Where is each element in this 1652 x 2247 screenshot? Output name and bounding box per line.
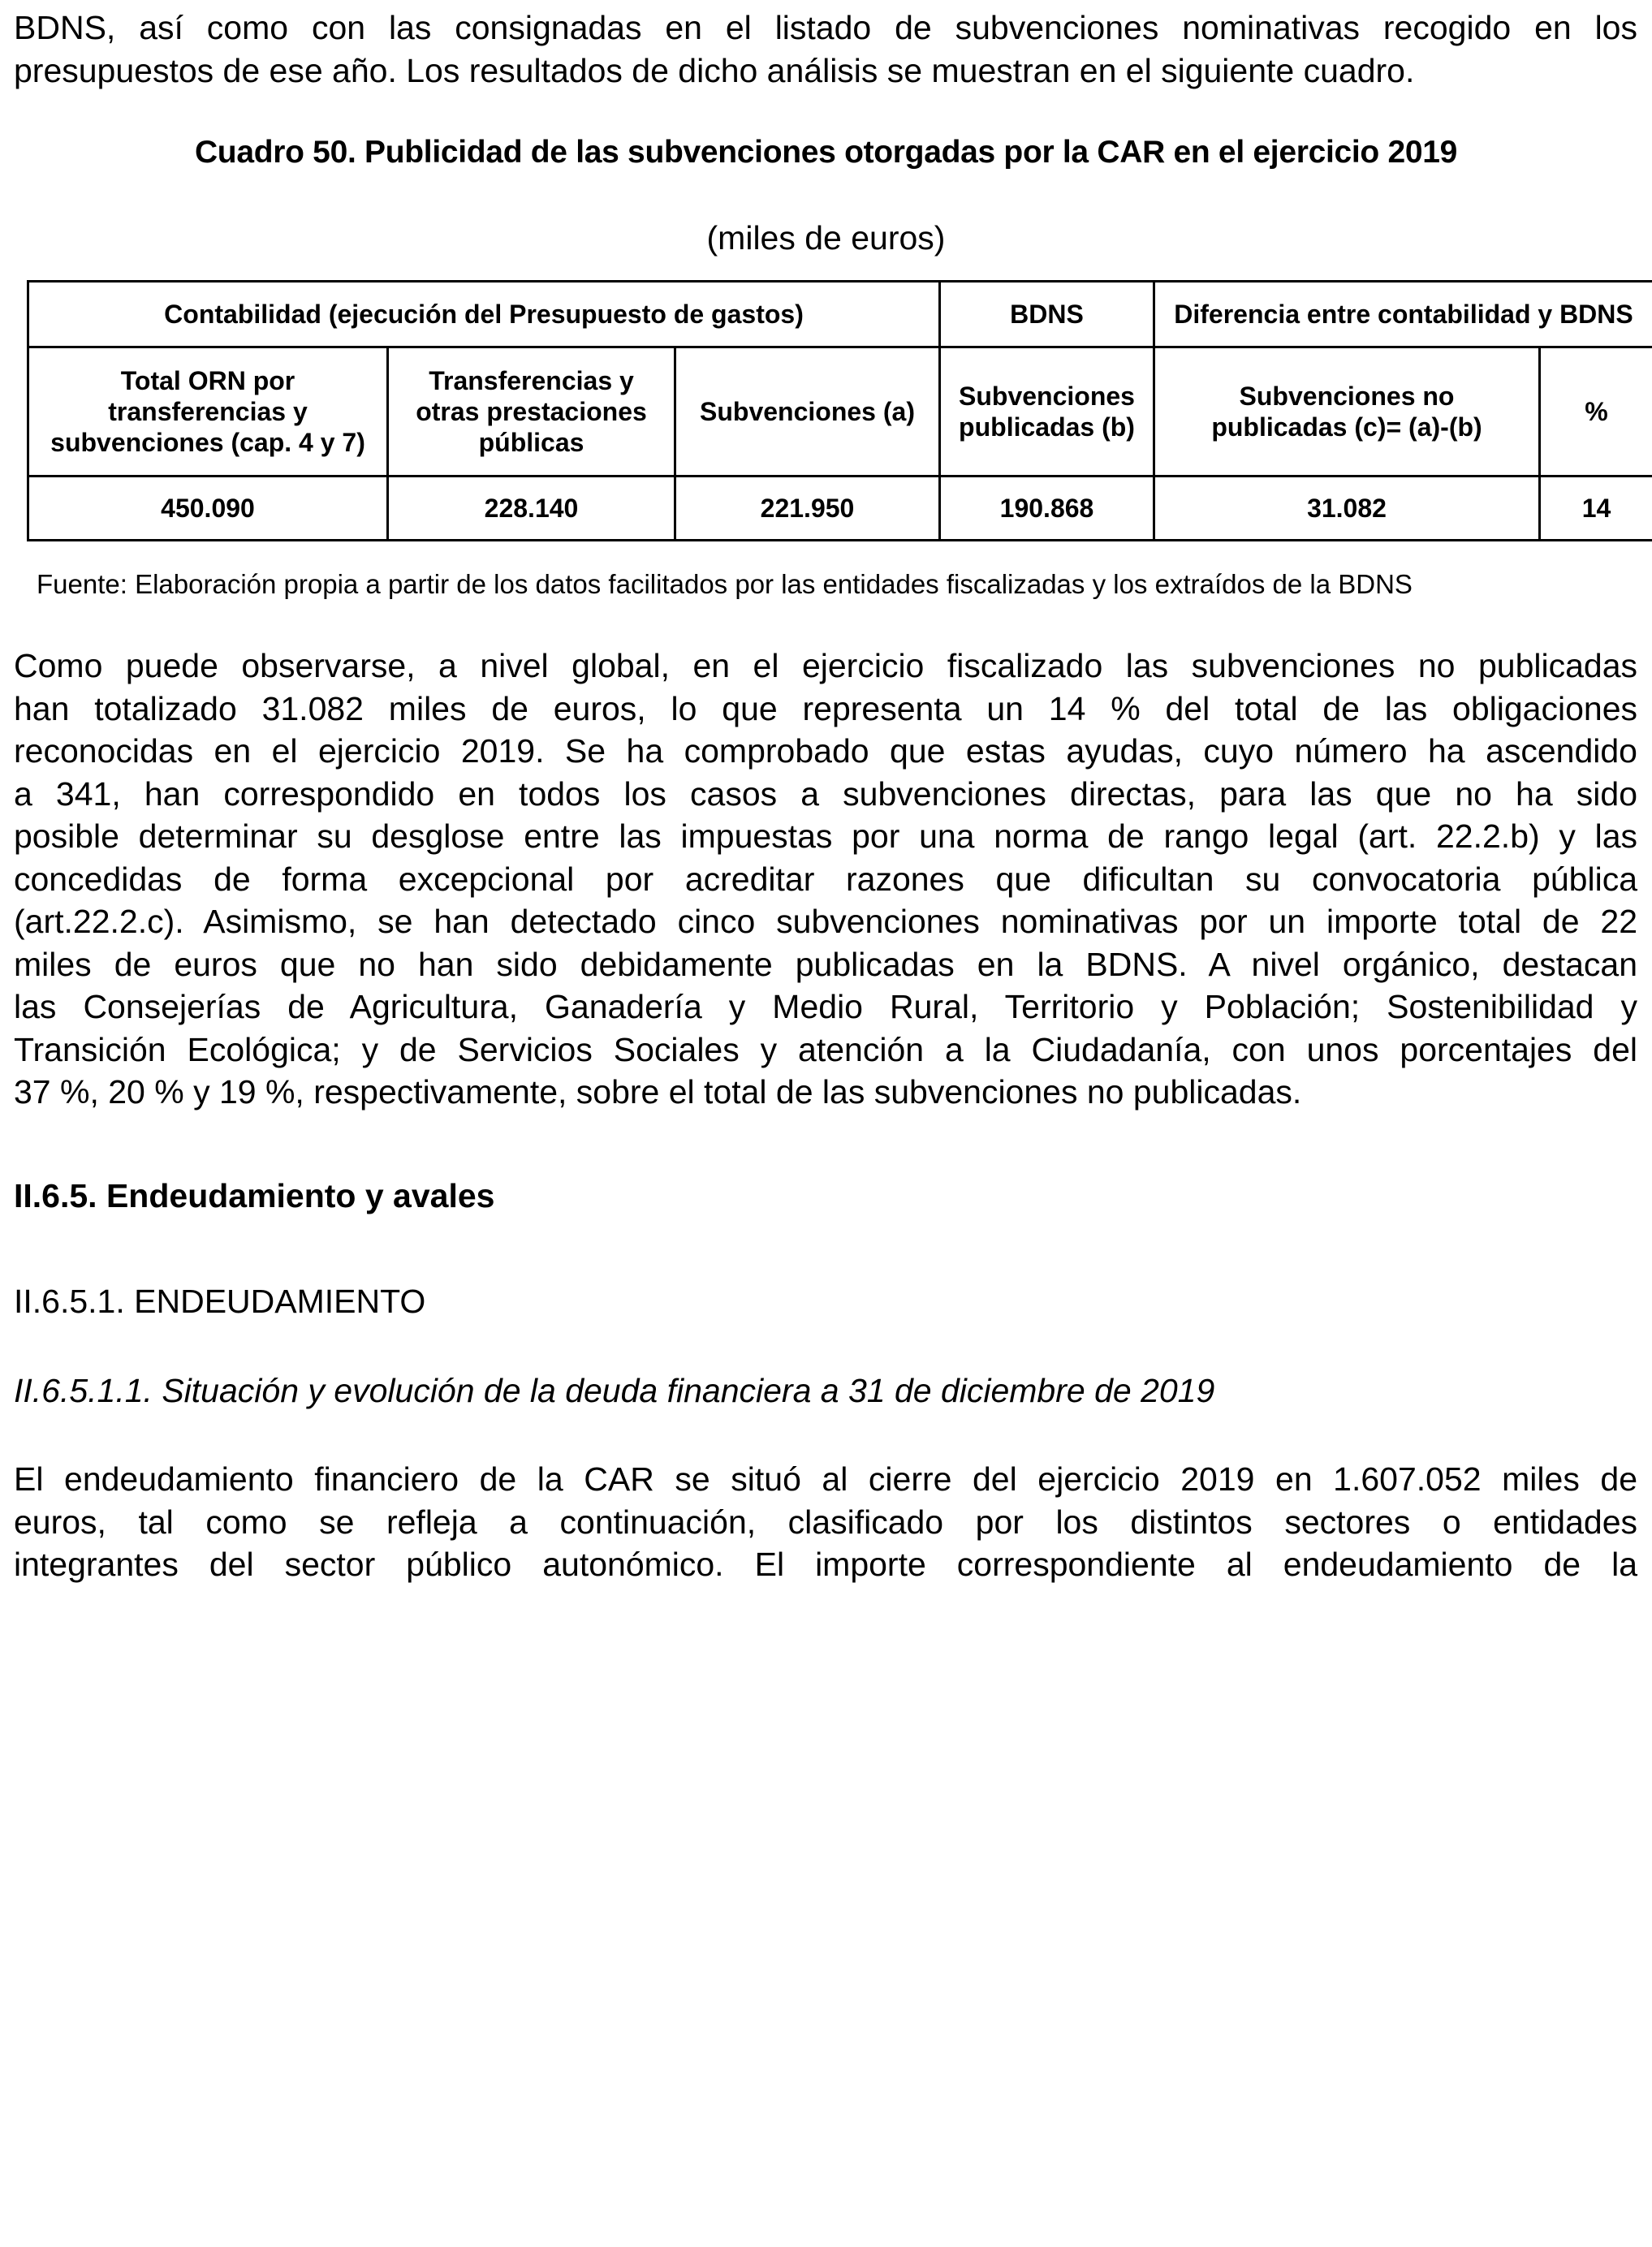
text-line: las Consejerías de Agricultura, Ganadería y Medio Rural, Territorio y Población; Sostenibilidad y — [14, 988, 1637, 1025]
text-line: euros, tal como se refleja a continuación, clasificado por los distintos sectores o entidades — [14, 1503, 1637, 1541]
column-header-subvenciones-no-publicadas: Subvenciones no publicadas (c)= (a)-(b) — [1154, 347, 1540, 477]
section-heading: II.6.5. Endeudamiento y avales — [14, 1177, 495, 1214]
table-group-header-row — [28, 282, 1652, 347]
text-line: El endeudamiento financiero de la CAR se situó al cierre del ejercicio 2019 en 1.607.052 miles de — [14, 1460, 1637, 1498]
table-cell: 14 — [1540, 477, 1652, 541]
table-row — [28, 477, 1652, 541]
text-line: reconocidas en el ejercicio 2019. Se ha comprobado que estas ayudas, cuyo número ha ascendido — [14, 732, 1637, 770]
column-header-transferencias: Transferencias y otras prestaciones públicas — [388, 347, 675, 477]
table-cell: 450.090 — [28, 477, 388, 541]
column-header-subvenciones-a: Subvenciones (a) — [675, 347, 940, 477]
text-line: miles de euros que no han sido debidamente publicadas en la BDNS. A nivel orgánico, destacan — [14, 945, 1637, 983]
text-line: Transición Ecológica; y de Servicios Sociales y atención a la Ciudadanía, con unos porcentajes del — [14, 1030, 1637, 1068]
text-line: presupuestos de ese año. Los resultados de dicho análisis se muestran en el siguiente cuadro. — [14, 51, 1415, 89]
text-line: han totalizado 31.082 miles de euros, lo que representa un 14 % del total de las obligaciones — [14, 689, 1637, 727]
text-line: concedidas de forma excepcional por acreditar razones que dificultan su convocatoria pública — [14, 860, 1637, 898]
text-line: posible determinar su desglose entre las impuestas por una norma de rango legal (art. 22.2.b) y las — [14, 817, 1637, 855]
table-cell: 190.868 — [940, 477, 1154, 541]
group-header-contabilidad: Contabilidad (ejecución del Presupuesto de gastos) — [28, 282, 940, 347]
column-header-subvenciones-publicadas: Subvenciones publicadas (b) — [940, 347, 1154, 477]
table-cell: 228.140 — [388, 477, 675, 541]
table-title: Cuadro 50. Publicidad de las subvenciones otorgadas por la CAR en el ejercicio 2019 — [194, 135, 1458, 170]
subsection-heading: II.6.5.1. ENDEUDAMIENTO — [14, 1283, 426, 1320]
text-line: 37 %, 20 % y 19 %, respectivamente, sobre el total de las subvenciones no publicadas. — [14, 1073, 1302, 1111]
table-column-header-row — [28, 347, 1652, 477]
table-source-note: Fuente: Elaboración propia a partir de los datos facilitados por las entidades fiscalizadas y los extraídos de la BDNS — [37, 569, 1413, 599]
column-header-percent: % — [1540, 347, 1652, 477]
table-cell: 221.950 — [675, 477, 940, 541]
group-header-bdns: BDNS — [940, 282, 1154, 347]
table-unit: (miles de euros) — [706, 219, 946, 257]
column-header-total-orn: Total ORN por transferencias y subvenciones (cap. 4 y 7) — [28, 347, 388, 477]
text-line: (art.22.2.c). Asimismo, se han detectado cinco subvenciones nominativas por un importe total de 22 — [14, 903, 1637, 940]
intro-paragraph — [14, 6, 1637, 92]
group-header-diferencia: Diferencia entre contabilidad y BDNS — [1154, 282, 1652, 347]
subsubsection-heading: II.6.5.1.1. Situación y evolución de la deuda financiera a 31 de diciembre de 2019 — [14, 1372, 1215, 1409]
debt-paragraph — [14, 1458, 1637, 1586]
text-line: integrantes del sector público autonómico. El importe correspondiente al endeudamiento de la — [14, 1546, 1637, 1583]
analysis-paragraph — [14, 645, 1637, 1114]
text-line: BDNS, así como con las consignadas en el listado de subvenciones nominativas recogido en los — [14, 9, 1637, 46]
text-line: Como puede observarse, a nivel global, en el ejercicio fiscalizado las subvenciones no publicadas — [14, 647, 1637, 684]
subsidies-table — [27, 280, 1652, 541]
table-cell: 31.082 — [1154, 477, 1540, 541]
text-line: a 341, han correspondido en todos los casos a subvenciones directas, para las que no ha sido — [14, 774, 1637, 813]
